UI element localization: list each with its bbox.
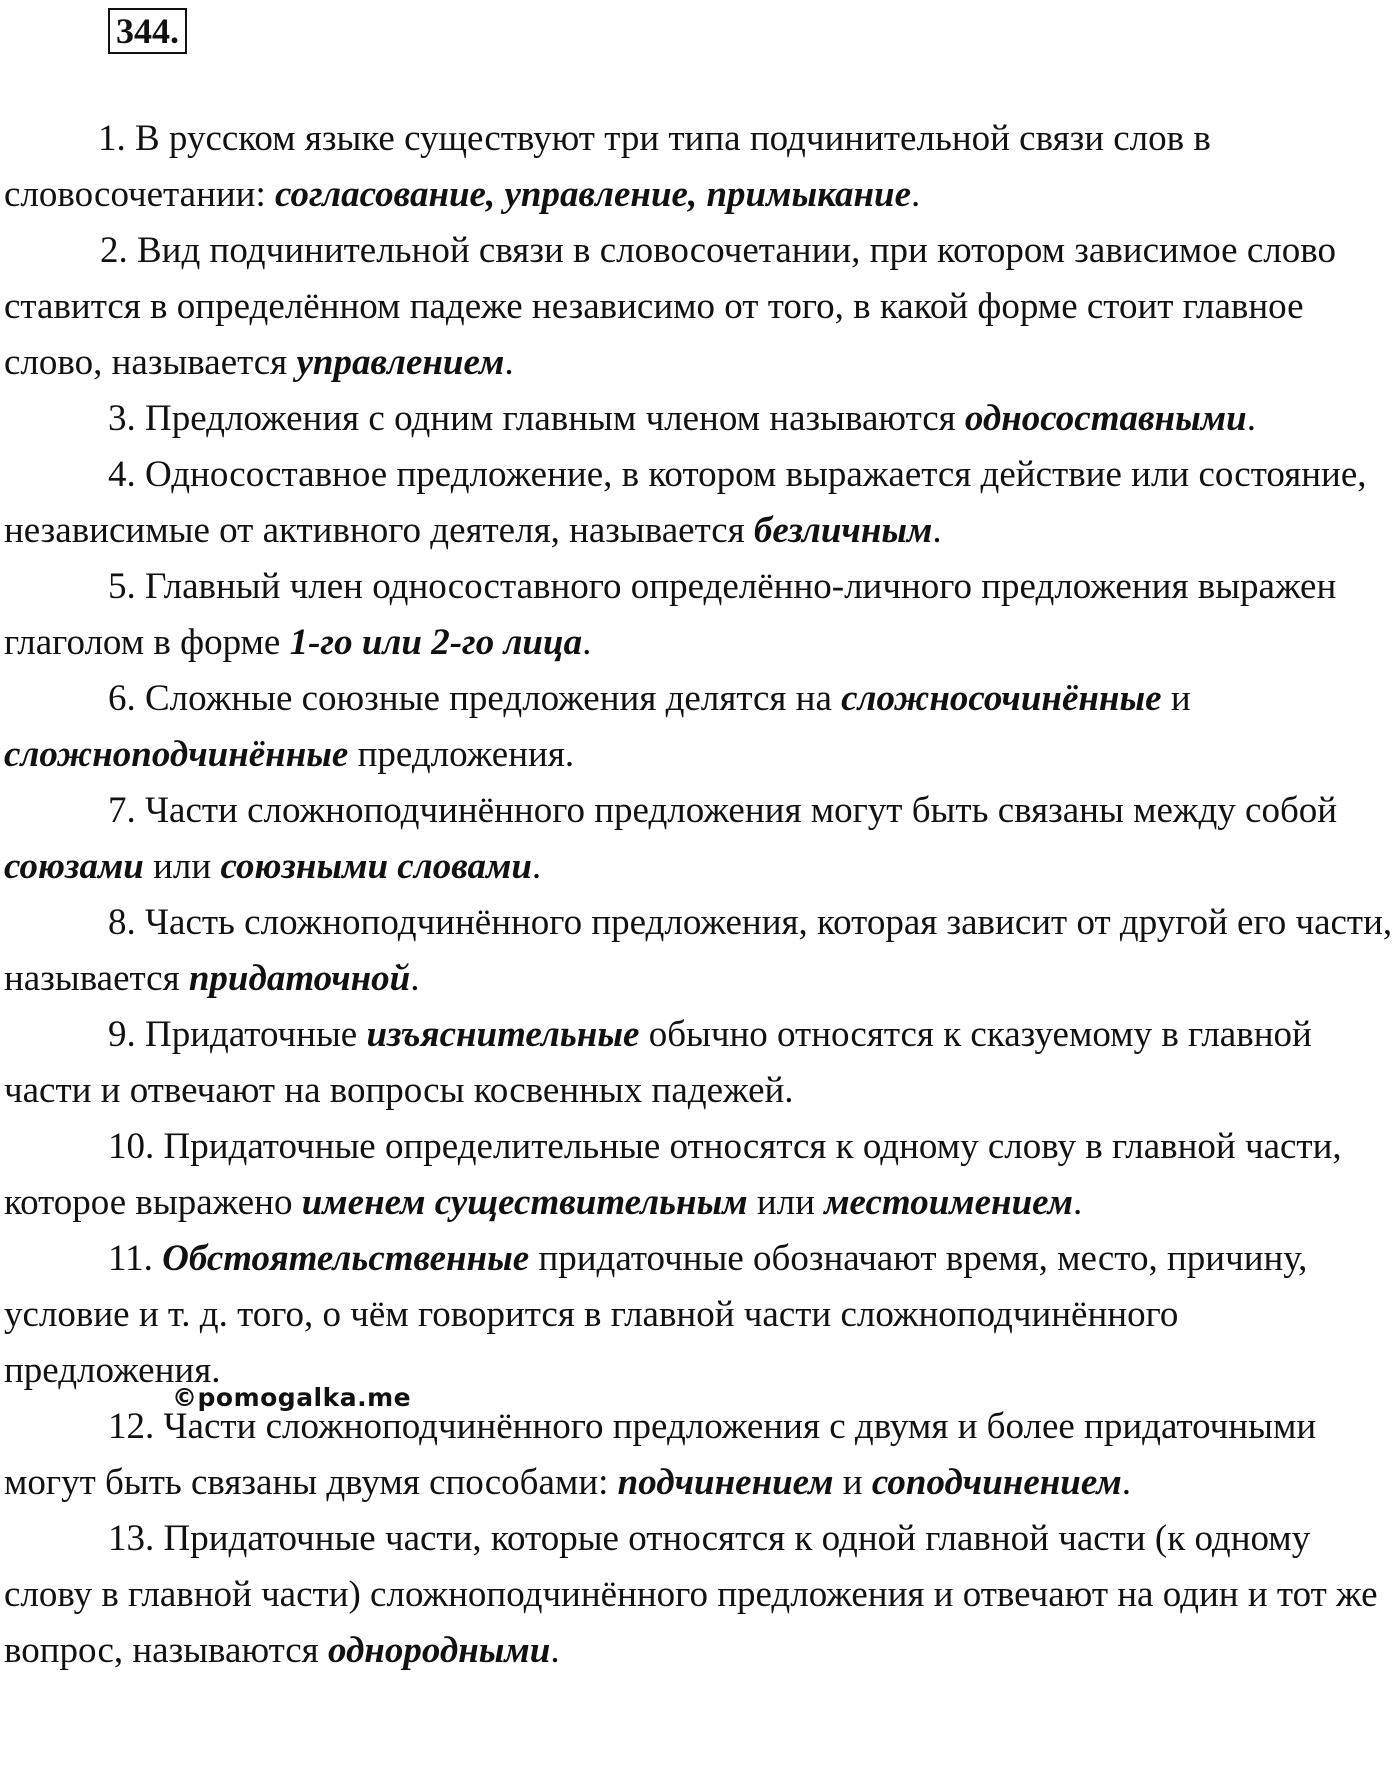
answer-item [4, 111, 1396, 223]
answer-text-segment: 1. В русском языке существуют три типа подчинительной связи слов в словосочетании: [4, 118, 1211, 215]
key-term: придаточной [188, 958, 411, 999]
exercise-number: 344. [108, 8, 187, 54]
answer-item [4, 895, 1396, 1007]
answer-text-segment: 5. Главный член односоставного определённо-личного предложения выражен глаголом в форме [4, 566, 1337, 663]
answer-text-segment: . [911, 174, 921, 215]
answer-text-segment: 2. Вид подчинительной связи в словосочетании, при котором зависимое слово ставится в определённом падеже независимо от того, в какой форме стоит главное слово, называется [4, 230, 1336, 383]
key-term: Обстоятельственные [162, 1238, 530, 1279]
answer-item [4, 1399, 1396, 1511]
answer-item [4, 1007, 1396, 1119]
key-term: управлением [296, 342, 505, 383]
answer-text-segment: или [143, 846, 221, 887]
key-term: изъяснительные [366, 1014, 640, 1055]
key-term: 1-го или 2-го лица [289, 622, 583, 663]
key-term: союзами [4, 846, 144, 887]
answer-text-segment: обычно относятся к сказуемому в главной части и отвечают на вопросы косвенных падежей. [4, 1014, 1312, 1111]
answer-text-segment: 12. Части сложноподчинённого предложения с двумя и более придаточными могут быть связаны двумя способами: [4, 1406, 1317, 1503]
answer-text-segment: или [747, 1182, 825, 1223]
key-term: сложноподчинённые [4, 734, 349, 775]
answer-item [4, 559, 1396, 671]
answer-text-segment: 13. Придаточные части, которые относятся к одной главной части (к одному слову в главной части) сложноподчинённого предложения и отвечают на один и тот же вопрос, называются [4, 1518, 1378, 1671]
answer-item [4, 783, 1396, 895]
answer-text-segment: и [1161, 678, 1191, 719]
answer-text-segment: 4. Односоставное предложение, в котором выражается действие или состояние, независимые от активного деятеля, называется [4, 454, 1367, 551]
key-term: безличным [753, 510, 933, 551]
answer-text-segment: . [531, 846, 542, 887]
answer-text-segment: 11. [108, 1238, 163, 1279]
answer-item [4, 671, 1396, 783]
key-term: именем существительным [301, 1182, 748, 1223]
answer-item [4, 1119, 1396, 1231]
key-term: однородными [327, 1630, 551, 1671]
answer-item [4, 1511, 1396, 1679]
answer-text-segment: 8. Часть сложноподчинённого предложения, которая зависит от другой его части, называется [4, 902, 1393, 999]
answer-text-segment: . [1246, 398, 1256, 439]
key-term: союзными словами [220, 846, 532, 887]
answer-text-segment: придаточные обозначают время, место, причину, условие и т. д. того, о чём говорится в главной части сложноподчинённого предложения. [4, 1238, 1308, 1391]
answer-text-segment: . [932, 510, 942, 551]
key-term: соподчинением [871, 1462, 1122, 1503]
answer-text-segment: 10. Придаточные определительные относятся к одному слову в главной части, которое выражено [4, 1126, 1342, 1223]
answer-text-segment: . [550, 1630, 560, 1671]
answer-text-segment: . [1121, 1462, 1131, 1503]
answer-item [4, 223, 1396, 391]
answer-text-segment: и [833, 1462, 872, 1503]
key-term: согласование, управление, примыкание [275, 174, 912, 215]
answer-text-segment: . [582, 622, 592, 663]
answer-text-segment: . [1073, 1182, 1083, 1223]
key-term: подчинением [617, 1462, 834, 1503]
answer-text-segment: 7. Части сложноподчинённого предложения могут быть связаны между собой [108, 790, 1338, 831]
answer-text-segment: предложения. [348, 734, 575, 775]
answer-text-segment: . [410, 958, 420, 999]
answer-text-segment: . [504, 342, 514, 383]
watermark: ©pomogalka.me [172, 1383, 412, 1412]
answer-text-segment: 9. Придаточные [108, 1014, 367, 1055]
key-term: односоставными [964, 398, 1247, 439]
answer-text [4, 111, 1396, 1679]
answer-text-segment: 3. Предложения с одним главным членом называются [108, 398, 965, 439]
key-term: местоимением [824, 1182, 1074, 1223]
key-term: сложносочинённые [841, 678, 1162, 719]
answer-item [4, 1231, 1396, 1399]
answer-text-segment: 6. Сложные союзные предложения делятся на [108, 678, 842, 719]
answer-item [4, 391, 1396, 447]
answer-item [4, 447, 1396, 559]
